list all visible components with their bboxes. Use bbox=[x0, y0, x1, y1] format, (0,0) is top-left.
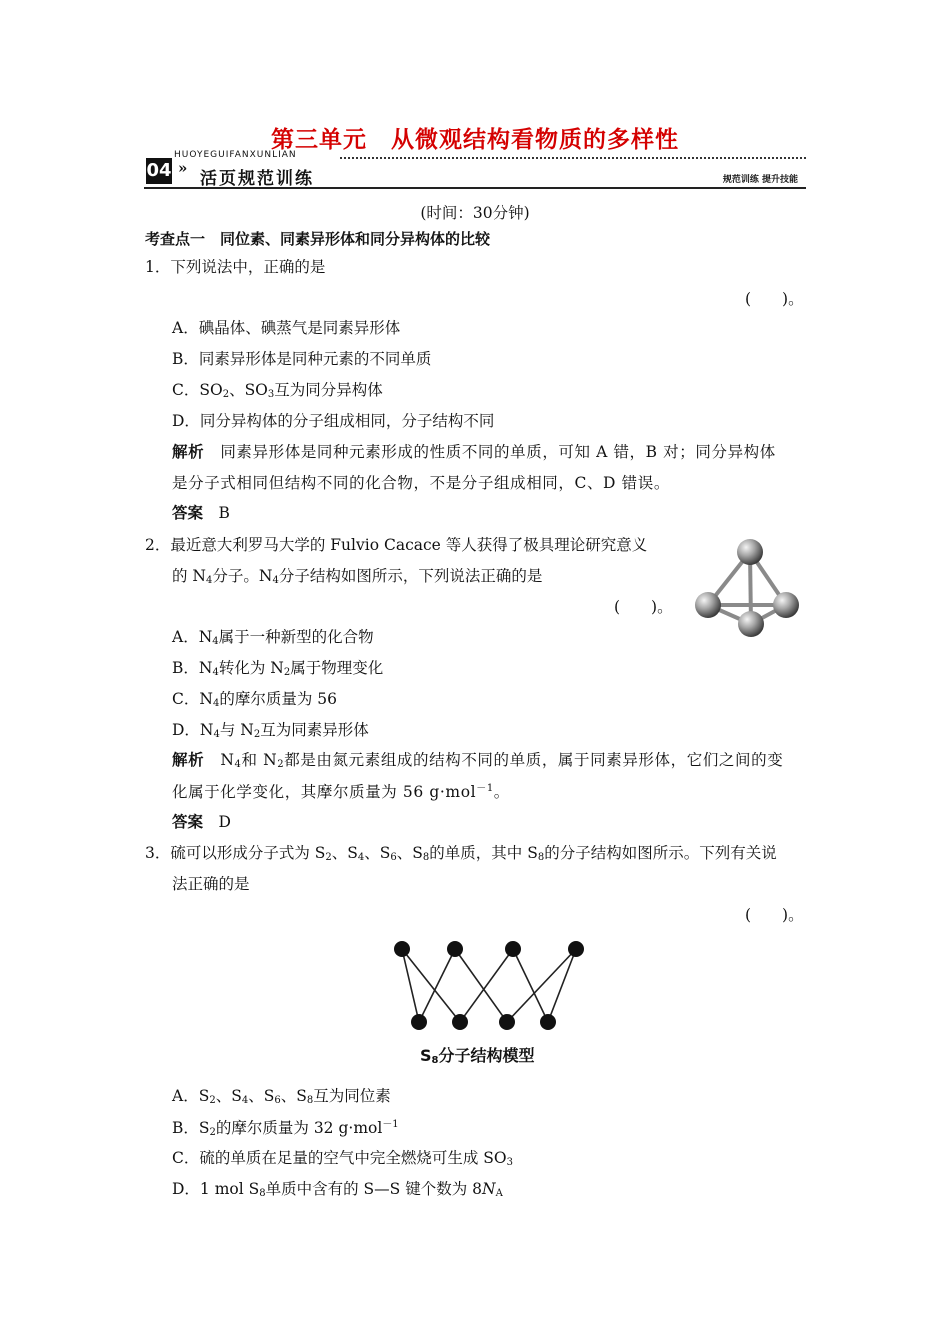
time-limit: (时间：30分钟) bbox=[420, 204, 530, 222]
section-heading: 考查点一 同位素、同素异形体和同分异构体的比较 bbox=[145, 230, 491, 248]
q3-option-d: D．1 mol $S_8$单质中含有的 S—S 键个数为 $8N_A$ bbox=[172, 1180, 503, 1199]
q1-answer-blank: ( )。 bbox=[745, 290, 804, 308]
q1-stem bbox=[145, 255, 325, 277]
analysis-label: 解析 bbox=[172, 442, 205, 461]
q2-number: 2． bbox=[145, 536, 171, 554]
double-arrow-icon: » bbox=[178, 159, 188, 177]
q3-option-b: B．$S_2$的摩尔质量为 32 g·mol$^{-1}$ bbox=[172, 1119, 399, 1138]
s8-atom bbox=[411, 1014, 427, 1030]
q2-option-a: A．$N_4$属于一种新型的化合物 bbox=[172, 628, 374, 647]
analysis-label: 解析 bbox=[172, 750, 205, 769]
q1-option-b: B．同素异形体是同种元素的不同单质 bbox=[172, 350, 432, 368]
q1-analysis-line1: 解析 同素异形体是同种元素形成的性质不同的单质，可知 A 错，B 对；同分异构体 bbox=[172, 442, 776, 461]
s8-atom bbox=[452, 1014, 468, 1030]
q2-option-c: C．$N_4$的摩尔质量为 56 bbox=[172, 690, 337, 709]
banner-dotted-line bbox=[340, 157, 806, 159]
s8-atom bbox=[568, 941, 584, 957]
q2-option-b: B．$N_4$转化为 $N_2$属于物理变化 bbox=[172, 659, 384, 678]
section-banner bbox=[144, 150, 806, 194]
q1-option-d: D．同分异构体的分子组成相同，分子结构不同 bbox=[172, 412, 495, 430]
n4-atom bbox=[695, 592, 721, 618]
q2-stem-line1: 2．最近意大利罗马大学的 Fulvio Cacace 等人获得了极具理论研究意义 bbox=[145, 536, 648, 554]
q1-stem-text: 下列说法中，正确的是 bbox=[170, 258, 326, 276]
q3-stem-line2: 法正确的是 bbox=[172, 875, 250, 893]
q2-answer: 答案 D bbox=[172, 812, 231, 831]
n4-atom bbox=[737, 539, 763, 565]
q2-answer-blank: ( )。 bbox=[614, 598, 673, 616]
banner-name: 活页规范训练 bbox=[200, 169, 314, 189]
q1-option-c: C．$SO_2$、$SO_3$互为同分异构体 bbox=[172, 381, 383, 400]
banner-pinyin: HUOYEGUIFANXUNLIAN bbox=[174, 150, 297, 160]
s8-atom bbox=[447, 941, 463, 957]
q1-number: 1． bbox=[145, 258, 171, 276]
q3-answer-blank: ( )。 bbox=[745, 906, 804, 924]
s8-structure-figure bbox=[390, 935, 590, 1033]
n4-tetrahedron-figure bbox=[688, 533, 808, 641]
page-title: 第三单元 从微观结构看物质的多样性 bbox=[271, 127, 679, 153]
q3-option-c: C．硫的单质在足量的空气中完全燃烧可生成 $SO_3$ bbox=[172, 1149, 513, 1168]
q3-stem-line1: 3．硫可以形成分子式为 $S_2$、$S_4$、$S_6$、$S_8$的单质，其中 $S_8$的分子结构如图所示。下列有关说 bbox=[145, 844, 777, 863]
q1-answer: 答案 B bbox=[172, 503, 230, 522]
answer-label: 答案 bbox=[172, 812, 204, 831]
q2-stem-line2: 的 $N_4$分子。$N_4$分子结构如图所示，下列说法正确的是 bbox=[172, 567, 543, 586]
q1-option-a: A．碘晶体、碘蒸气是同素异形体 bbox=[172, 319, 401, 337]
n4-atom bbox=[773, 592, 799, 618]
banner-slogan: 规范训练 提升技能 bbox=[722, 175, 798, 185]
s8-atom bbox=[394, 941, 410, 957]
q2-analysis-line1: 解析 $N_4$和 $N_2$都是由氮元素组成的结构不同的单质，属于同素异形体，它们之间的变 bbox=[172, 750, 784, 770]
answer-label: 答案 bbox=[172, 503, 204, 522]
q3-number: 3． bbox=[145, 844, 171, 862]
q2-analysis-line2: 化属于化学变化，其摩尔质量为 56 g·mol$^{-1}$。 bbox=[172, 783, 510, 801]
q3-option-a: A．$S_2$、$S_4$、$S_6$、$S_8$互为同位素 bbox=[172, 1087, 391, 1106]
n4-atom bbox=[738, 611, 764, 637]
s8-figure-caption: $S_8$分子结构模型 bbox=[420, 1046, 535, 1066]
banner-number: 04 bbox=[146, 158, 172, 184]
s8-atom bbox=[540, 1014, 556, 1030]
s8-bonds bbox=[402, 949, 576, 1022]
q1-analysis-line2: 是分子式相同但结构不同的化合物，不是分子组成相同，C、D 错误。 bbox=[172, 474, 670, 492]
s8-atom bbox=[505, 941, 521, 957]
s8-atom bbox=[499, 1014, 515, 1030]
q2-option-d: D．$N_4$与 $N_2$互为同素异形体 bbox=[172, 721, 369, 740]
banner-rule bbox=[144, 187, 806, 189]
